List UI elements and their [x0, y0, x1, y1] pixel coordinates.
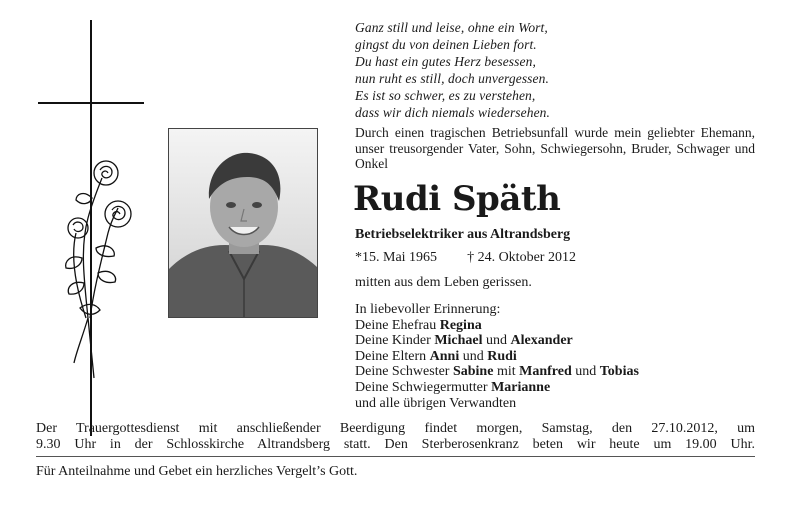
- birth-date: *15. Mai 1965: [355, 250, 438, 265]
- mourner-line-children: [355, 333, 639, 349]
- mourner-conjunction: mit: [493, 364, 520, 380]
- profession: Betriebselektriker aus Altrandsberg: [355, 227, 571, 242]
- cross-icon: [36, 18, 146, 438]
- portrait-photo: [168, 128, 318, 318]
- mourners-list: [355, 302, 639, 411]
- mourner-line-wife: [355, 318, 639, 334]
- mourner-name: Rudi: [487, 348, 517, 364]
- service-line: 9.30 Uhr in der Schlosskirche Altrandsberg statt. Den Sterberosenkranz beten wir heute um 19.00 Uhr.: [36, 437, 755, 452]
- mourner-label: Deine Ehefrau: [355, 317, 440, 333]
- mourner-line-others: und alle übrigen Verwandten: [355, 395, 517, 411]
- torn-from-life: mitten aus dem Leben gerissen.: [355, 275, 532, 290]
- portrait-image: [169, 129, 318, 318]
- mourner-name: Sabine: [452, 364, 494, 380]
- poem: [355, 19, 755, 121]
- mourner-name: Marianne: [491, 379, 551, 395]
- roses-icon: [66, 161, 131, 378]
- mourner-label: Deine Schwester: [355, 364, 453, 380]
- mourner-name: Regina: [439, 317, 482, 333]
- thanks-text: Für Anteilnahme und Gebet ein herzliches Vergelt’s Gott.: [36, 464, 358, 479]
- service-line: Der Trauergottesdienst mit anschließender Beerdigung findet morgen, Samstag, den 27.10.2012, um: [36, 421, 755, 436]
- mourner-line-parents: [355, 349, 639, 365]
- mourner-label: Deine Kinder: [355, 333, 435, 349]
- mourner-conjunction: und: [482, 333, 511, 349]
- mourner-label: Deine Eltern: [355, 348, 430, 364]
- mourner-name: Alexander: [510, 333, 573, 349]
- poem-line: Ganz still und leise, ohne ein Wort,: [355, 20, 548, 35]
- deceased-name: Rudi Späth: [353, 179, 561, 219]
- poem-line: gingst du von deinen Lieben fort.: [355, 37, 537, 52]
- poem-line: Du hast ein gutes Herz besessen,: [355, 54, 536, 69]
- death-date: † 24. Oktober 2012: [467, 250, 576, 265]
- funeral-service-info: [36, 421, 755, 453]
- mourner-line-motherinlaw: [355, 380, 639, 396]
- mourner-name: Michael: [434, 333, 483, 349]
- mourner-conjunction: und: [571, 364, 600, 380]
- mourner-label: Deine Schwiegermutter: [355, 379, 492, 395]
- poem-line: nun ruht es still, doch unvergessen.: [355, 71, 549, 86]
- mourner-name: Anni: [429, 348, 460, 364]
- mourner-conjunction: und: [459, 348, 488, 364]
- mourner-name: Tobias: [599, 364, 639, 380]
- divider: [36, 456, 755, 457]
- mourners-header: In liebevoller Erinnerung:: [355, 302, 501, 317]
- intro-text: Durch einen tragischen Betriebsunfall wurde mein geliebter Ehemann, unser treusorgender Vater, Sohn, Schwiegersohn, Bruder, Schwager und Onkel: [355, 125, 755, 171]
- mourner-name: Manfred: [519, 364, 572, 380]
- poem-line: dass wir dich niemals wiedersehen.: [355, 105, 551, 120]
- poem-line: Es ist so schwer, es zu verstehen,: [355, 88, 536, 103]
- life-dates: [355, 249, 576, 266]
- mourner-line-sister: [355, 364, 639, 380]
